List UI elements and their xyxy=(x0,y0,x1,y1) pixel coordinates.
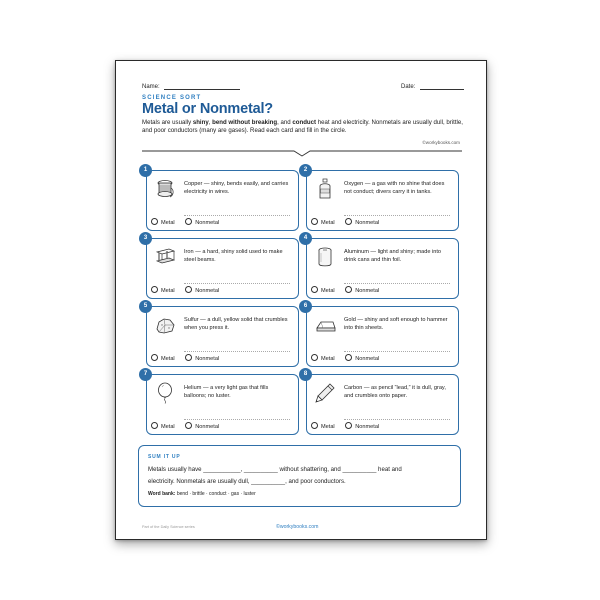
intro-bold-conduct: conduct xyxy=(292,119,317,126)
word-bank-label: Word bank: xyxy=(148,491,176,497)
nonmetal-radio[interactable] xyxy=(185,354,192,361)
metal-option[interactable] xyxy=(151,354,175,362)
card-1 xyxy=(143,167,299,231)
metal-option[interactable] xyxy=(151,286,175,294)
nonmetal-option[interactable] xyxy=(185,422,219,430)
metal-label: Metal xyxy=(161,220,175,226)
card-separator xyxy=(184,419,290,420)
card-separator xyxy=(184,215,290,216)
nonmetal-label: Nonmetal xyxy=(195,356,220,362)
card-number-badge: 3 xyxy=(139,232,152,245)
metal-option[interactable] xyxy=(311,286,335,294)
footer-series: Part of the Daily Science series xyxy=(142,525,195,529)
nonmetal-label: Nonmetal xyxy=(355,288,380,294)
card-2 xyxy=(303,167,459,231)
aluminum-can-icon xyxy=(314,246,336,268)
metal-radio[interactable] xyxy=(151,354,158,361)
card-choices xyxy=(311,218,388,226)
nonmetal-radio[interactable] xyxy=(345,422,352,429)
card-choices xyxy=(311,286,388,294)
gold-bar-icon xyxy=(314,314,336,336)
nonmetal-radio[interactable] xyxy=(345,286,352,293)
card-8 xyxy=(303,371,459,435)
word-bank-words: bend · brittle · conduct · gas · luster xyxy=(176,491,256,497)
intro-bold-bend: bend without breaking xyxy=(212,119,278,126)
intro-part-2: , xyxy=(208,119,213,126)
nonmetal-option[interactable] xyxy=(345,218,379,226)
metal-option[interactable] xyxy=(151,218,175,226)
header-credit: ©workybooks.com xyxy=(422,140,460,145)
metal-option[interactable] xyxy=(311,218,335,226)
card-description: Helium — a very light gas that fills balloons; no luster. xyxy=(184,385,269,399)
metal-label: Metal xyxy=(161,356,175,362)
sum-line-1[interactable]: Metals usually have ___________, __________ without shattering, and __________ heat and xyxy=(148,466,402,473)
nonmetal-radio[interactable] xyxy=(345,218,352,225)
card-choices xyxy=(151,286,228,294)
date-field[interactable] xyxy=(401,83,464,90)
metal-radio[interactable] xyxy=(311,422,318,429)
metal-option[interactable] xyxy=(311,354,335,362)
pencil-icon xyxy=(314,382,336,404)
card-choices xyxy=(151,218,228,226)
nonmetal-option[interactable] xyxy=(185,286,219,294)
date-label: Date: xyxy=(401,84,416,90)
metal-label: Metal xyxy=(161,424,175,430)
card-number-badge: 4 xyxy=(299,232,312,245)
nonmetal-label: Nonmetal xyxy=(195,220,220,226)
card-description: Sulfur — a dull, yellow solid that crumbles when you press it. xyxy=(184,317,288,331)
metal-option[interactable] xyxy=(311,422,335,430)
sulfur-rock-icon xyxy=(154,314,176,336)
section-divider xyxy=(142,145,462,157)
card-description: Iron — a hard, shiny solid used to make steel beams. xyxy=(184,249,283,263)
card-description: Carbon — as pencil “lead,” it is dull, gray, and crumbles onto paper. xyxy=(344,385,446,399)
card-5 xyxy=(143,303,299,367)
nonmetal-label: Nonmetal xyxy=(195,288,220,294)
name-blank[interactable] xyxy=(164,83,240,90)
card-separator xyxy=(184,351,290,352)
card-separator xyxy=(344,215,450,216)
card-6 xyxy=(303,303,459,367)
nonmetal-label: Nonmetal xyxy=(355,424,380,430)
worksheet-page xyxy=(115,60,487,540)
card-choices xyxy=(151,422,228,430)
card-3 xyxy=(143,235,299,299)
sum-it-up-box xyxy=(138,445,461,507)
nonmetal-option[interactable] xyxy=(345,354,379,362)
card-number-badge: 2 xyxy=(299,164,312,177)
metal-label: Metal xyxy=(321,356,335,362)
sum-text xyxy=(148,464,454,488)
metal-label: Metal xyxy=(321,220,335,226)
intro-bold-shiny: shiny xyxy=(192,119,209,126)
card-number-badge: 5 xyxy=(139,300,152,313)
card-choices xyxy=(151,354,228,362)
metal-label: Metal xyxy=(321,288,335,294)
copper-wire-spool-icon xyxy=(154,178,176,200)
card-description: Oxygen — a gas with no shine that does not conduct; divers carry it in tanks. xyxy=(344,181,445,195)
card-description: Aluminum — light and shiny; made into drink cans and thin foil. xyxy=(344,249,442,263)
metal-radio[interactable] xyxy=(151,422,158,429)
section-eyebrow: SCIENCE SORT xyxy=(142,95,202,101)
nonmetal-label: Nonmetal xyxy=(195,424,220,430)
card-number-badge: 7 xyxy=(139,368,152,381)
intro-part-1: Metals are usually xyxy=(142,119,193,126)
metal-radio[interactable] xyxy=(151,286,158,293)
metal-radio[interactable] xyxy=(151,218,158,225)
nonmetal-radio[interactable] xyxy=(345,354,352,361)
intro-part-4: heat and electricity. Nonmetals are usually dull, brittle, and poor conductors (many are gases). Read each card and fill in the circle. xyxy=(142,119,463,134)
sum-heading: SUM IT UP xyxy=(148,454,181,460)
nonmetal-option[interactable] xyxy=(185,354,219,362)
nonmetal-option[interactable] xyxy=(345,286,379,294)
footer-credit: ©workybooks.com xyxy=(276,524,319,530)
card-separator xyxy=(344,283,450,284)
steel-beam-icon xyxy=(154,246,176,268)
card-number-badge: 1 xyxy=(139,164,152,177)
sum-line-2[interactable]: electricity. Nonmetals are usually dull, __________, and poor conductors. xyxy=(148,478,346,485)
card-7 xyxy=(143,371,299,435)
date-blank[interactable] xyxy=(420,83,464,90)
balloon-icon xyxy=(154,382,176,404)
oxygen-tank-icon xyxy=(314,178,336,200)
card-separator xyxy=(344,419,450,420)
metal-label: Metal xyxy=(321,424,335,430)
card-description: Gold — shiny and soft enough to hammer into thin sheets. xyxy=(344,317,448,331)
nonmetal-option[interactable] xyxy=(185,218,219,226)
metal-radio[interactable] xyxy=(311,218,318,225)
card-separator xyxy=(184,283,290,284)
word-bank xyxy=(148,491,256,497)
nonmetal-radio[interactable] xyxy=(185,218,192,225)
card-number-badge: 8 xyxy=(299,368,312,381)
card-4 xyxy=(303,235,459,299)
nonmetal-option[interactable] xyxy=(345,422,379,430)
page-title: Metal or Nonmetal? xyxy=(142,101,273,117)
metal-label: Metal xyxy=(161,288,175,294)
card-choices xyxy=(311,422,388,430)
metal-radio[interactable] xyxy=(311,354,318,361)
name-label: Name: xyxy=(142,84,160,90)
nonmetal-radio[interactable] xyxy=(185,286,192,293)
card-description: Copper — shiny, bends easily, and carries electricity in wires. xyxy=(184,181,289,195)
nonmetal-label: Nonmetal xyxy=(355,356,380,362)
metal-option[interactable] xyxy=(151,422,175,430)
card-number-badge: 6 xyxy=(299,300,312,313)
name-field[interactable] xyxy=(142,83,240,90)
nonmetal-label: Nonmetal xyxy=(355,220,380,226)
card-separator xyxy=(344,351,450,352)
intro-text xyxy=(142,119,464,135)
intro-part-3: , and xyxy=(277,119,293,126)
nonmetal-radio[interactable] xyxy=(185,422,192,429)
metal-radio[interactable] xyxy=(311,286,318,293)
card-choices xyxy=(311,354,388,362)
